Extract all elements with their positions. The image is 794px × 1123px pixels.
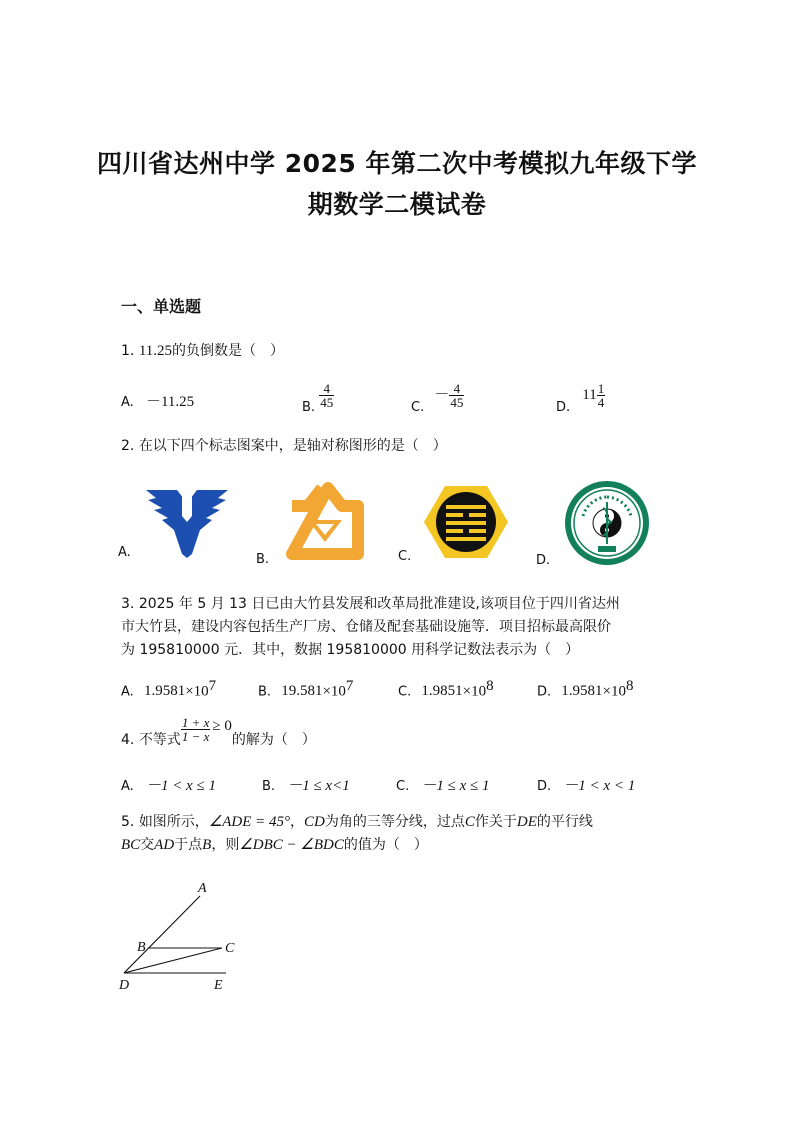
- question-3-line-2: 市大竹县，建设内容包括生产厂房、仓储及配套基础设施等．项目招标最高限价: [121, 619, 611, 635]
- option-label: C.: [398, 684, 412, 700]
- green-seal-logo: [560, 480, 654, 566]
- orange-crown-logo: [282, 480, 368, 562]
- question-number: 4.: [121, 731, 135, 748]
- blue-eagle-logo: [146, 488, 228, 558]
- option-label: D.: [537, 684, 552, 700]
- question-5-line-2: [121, 831, 428, 859]
- option-exponent: 7: [208, 678, 217, 694]
- fraction-numerator: 1 + x: [181, 715, 210, 730]
- option-label: D.: [537, 779, 552, 794]
- inequality-fraction: [181, 716, 211, 743]
- question-5-text: 如图所示，: [138, 814, 209, 830]
- option-times: ×10: [602, 683, 627, 700]
- option-label: C.: [411, 400, 425, 415]
- question-number: 2.: [121, 438, 135, 454]
- q1-option-d: [556, 381, 605, 415]
- hexagon-trigram-logo: [424, 484, 508, 560]
- point-label-c: C: [225, 941, 235, 956]
- fraction-numerator: 4: [319, 382, 334, 396]
- q3-option-b: [258, 678, 353, 700]
- option-mantissa: 1.9581: [143, 683, 186, 700]
- math-expression: ∠DBC − ∠BDC: [239, 837, 344, 853]
- option-times: ×10: [462, 683, 487, 700]
- question-2-text: 在以下四个标志图案中，是轴对称图形的是（ ）: [138, 438, 447, 454]
- fraction-denominator: 4: [597, 395, 605, 410]
- inequality-relation: ≥ 0: [212, 717, 232, 734]
- question-1-stem: [121, 337, 284, 365]
- point-label-a: A: [198, 881, 207, 896]
- question-4-stem: [121, 715, 316, 748]
- option-fraction: [319, 382, 334, 409]
- option-value: －1 < x ≤ 1: [145, 778, 216, 794]
- q2-option-b-label: B.: [256, 552, 270, 567]
- q2-option-d-label: D.: [536, 553, 551, 568]
- point-label-b: B: [137, 940, 146, 955]
- question-1-number-value: 11.25: [138, 343, 173, 359]
- option-mantissa: 1.9851: [421, 683, 463, 700]
- option-exponent: 8: [626, 678, 634, 694]
- point-label-e: E: [214, 978, 223, 993]
- option-mantissa: 19.581: [281, 683, 323, 700]
- question-1-text: 的负倒数是（ ）: [172, 343, 285, 359]
- fraction-numerator: 4: [449, 382, 464, 396]
- fraction-denominator: 45: [320, 395, 334, 410]
- math-segment: DE: [516, 814, 537, 830]
- option-sign: －: [434, 387, 450, 403]
- page-title-line-1: 四川省达州中学 2025 年第二次中考模拟九年级下学: [97, 149, 697, 178]
- q1-option-b: [302, 381, 334, 415]
- question-5-text: 于点: [174, 837, 203, 853]
- option-value: －1 < x < 1: [563, 778, 636, 794]
- question-2-stem: [121, 432, 447, 460]
- option-mantissa: 1.9581: [561, 683, 603, 700]
- option-label: B.: [262, 779, 276, 794]
- option-label: B.: [302, 400, 316, 415]
- option-value: －1 ≤ x<1: [287, 778, 350, 794]
- q4-option-c: [396, 774, 489, 795]
- option-label: B.: [258, 684, 272, 700]
- option-label: A.: [121, 395, 134, 410]
- math-point: C: [464, 814, 475, 830]
- q4-option-a: [121, 774, 216, 795]
- option-label: C.: [396, 779, 410, 794]
- q1-option-a: [121, 390, 194, 411]
- question-3-text: 2025 年 5 月 13 日已由大竹县发展和改革局批准建设,该项目位于四川省达州: [138, 596, 620, 612]
- question-5-text: ，: [290, 814, 305, 830]
- q2-option-a-label: A.: [118, 545, 131, 560]
- option-value: －11.25: [145, 394, 195, 410]
- geometry-figure: [112, 876, 252, 996]
- fraction-denominator: 45: [450, 395, 464, 410]
- option-label: A.: [121, 779, 134, 794]
- question-number: 5.: [121, 814, 135, 830]
- question-number: 3.: [121, 596, 135, 612]
- question-5-text: 的值为（ ）: [343, 837, 428, 853]
- point-label-d: D: [119, 978, 130, 993]
- math-segment: BC: [121, 837, 141, 853]
- q3-option-a: [121, 678, 216, 700]
- math-segment: AD: [154, 837, 175, 853]
- q3-option-c: [398, 678, 494, 700]
- option-label: D.: [556, 400, 571, 415]
- question-5-text: 为角的三等分线，过点: [324, 814, 465, 830]
- segment-da: [124, 896, 200, 973]
- math-point: B: [202, 837, 212, 853]
- question-5-text: 的平行线: [536, 814, 593, 830]
- option-fraction: [449, 382, 464, 409]
- option-times: ×10: [185, 683, 209, 700]
- option-fraction: [597, 382, 606, 409]
- q4-option-d: [537, 774, 635, 795]
- option-times: ×10: [322, 683, 346, 700]
- option-exponent: 7: [345, 678, 354, 694]
- question-3-line-3: 为 195810000 元．其中，数据 195810000 用科学记数法表示为（ ）: [121, 642, 580, 658]
- q2-option-c-label: C.: [398, 549, 412, 564]
- math-segment: CD: [304, 814, 325, 830]
- mixed-whole: 11: [582, 387, 597, 403]
- question-4-text-before: 不等式: [138, 731, 181, 748]
- fraction-denominator: 1 − x: [181, 729, 210, 744]
- option-exponent: 8: [486, 678, 494, 694]
- page-title-line-2: 期数学二模试卷: [307, 190, 487, 219]
- question-5-text: 交: [140, 837, 155, 853]
- question-4-text-after: 的解为（ ）: [231, 731, 316, 748]
- question-number: 1.: [121, 343, 135, 359]
- q1-option-c: [411, 381, 464, 415]
- q3-option-d: [537, 678, 634, 700]
- option-label: A.: [121, 684, 134, 700]
- question-5-text: ，则: [211, 837, 240, 853]
- q4-option-b: [262, 774, 350, 795]
- question-5-text: 作关于: [474, 814, 517, 830]
- section-heading: 一、单选题: [121, 297, 202, 316]
- option-value: －1 ≤ x ≤ 1: [421, 778, 490, 794]
- fraction-numerator: 1: [597, 381, 605, 396]
- math-angle: ∠ADE = 45°: [208, 814, 291, 830]
